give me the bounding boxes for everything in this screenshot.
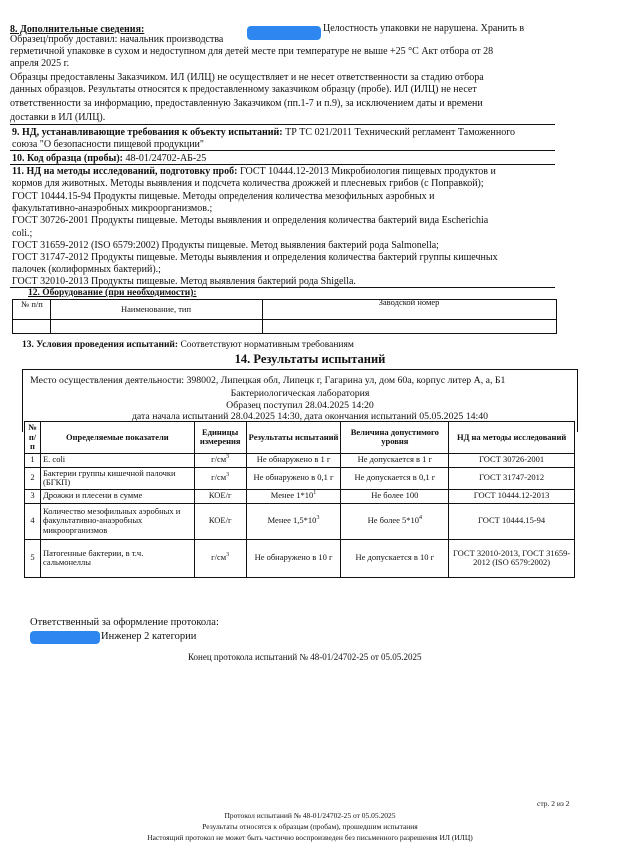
row-indicator: Бактерии группы кишечной палочки (БГКП) [40,467,194,489]
header-indicator: Определяемые показатели [40,422,194,454]
section10-value: 48-01/24702-АБ-25 [125,153,207,164]
results-dates: дата начала испытаний 28.04.2025 14:30, дата окончания испытаний 05.05.2025 14:40 [131,411,489,422]
row-num: 5 [25,539,41,577]
results-header-row [25,422,575,454]
section8-line5: данных образцов. Результаты относятся к предоставленному заказчиком образцу (пробе). ИЛ (ИЛЦ) не несет [10,84,477,95]
section12-label: 12. Оборудование (при необходимости): [28,288,197,298]
header-result: Результаты испытаний [246,422,341,454]
section13 [22,340,354,352]
section11-label: 11. НД на методы исследований, подготовку проб: [12,166,238,177]
results-table [24,421,575,578]
section8-line4: Образцы предоставлены Заказчиком. ИЛ (ИЛЦ) не осуществляет и не несет ответственности за стадию отбора [10,72,484,83]
table-border [556,299,557,333]
table-row [25,467,575,489]
section10 [12,153,206,165]
header-unit: Единицы измерения [194,422,246,454]
table-row [25,539,575,577]
row-level: Не допускается в 10 г [341,539,449,577]
section11-line6: ГОСТ 31659-2012 (ISO 6579:2002) Продукты пищевые. Метод выявления бактерий рода Salmonella; [12,240,439,251]
redacted-name [30,631,100,644]
section11-line7: ГОСТ 31747-2012 Продукты пищевые. Методы выявления и определения количества бактерий группы кишечных [12,252,498,263]
row-nd: ГОСТ 10444.15-94 [449,503,575,539]
row-level: Не допускается в 1 г [341,453,449,467]
results-received: Образец поступил 28.04.2025 14:20 [226,400,374,411]
section9 [12,127,515,139]
row-indicator: Количество мезофильных аэробных и факультативно-анаэробных микроорганизмов [40,503,194,539]
table-row [25,489,575,503]
table-row [25,453,575,467]
section9-label: 9. НД, устанавливающие требования к объекту испытаний: [12,127,283,138]
row-num: 2 [25,467,41,489]
equipment-col-num: № п/п [21,299,43,309]
row-level: Не допускается в 0,1 г [341,467,449,489]
table-row [25,503,575,539]
section11-line9: ГОСТ 32010-2013 Продукты пищевые. Метод выявления бактерий рода Shigella. [12,276,356,287]
section8-line6: ответственности за информацию, предоставленную Заказчиком (пп.1-7 и п.9), за исключением даты и времени [10,98,483,109]
row-result: Не обнаружено в 1 г [246,453,341,467]
header-level: Величина допустимого уровня [341,422,449,454]
table-border [262,299,263,333]
row-result: Не обнаружено в 0,1 г [246,467,341,489]
section11-line5: coli.; [12,228,33,239]
results-lab: Бактериологическая лаборатория [230,388,370,399]
section8-line1a: Образец/пробу доставил: начальник производства [10,34,224,45]
divider [10,164,555,165]
page-number: стр. 2 из 2 [537,799,570,808]
section8-line2: герметичной упаковке в сухом и недоступном для детей месте при температуре не выше +25 °С Акт отбора от 28 [10,46,494,57]
section11-line8: палочек (колиформных бактерий).; [12,264,161,275]
section8-line7: доставки в ИЛ (ИЛЦ). [10,112,106,123]
table-border [12,333,557,334]
section10-label: 10. Код образца (пробы): [12,153,123,164]
results-place: Место осуществления деятельности: 398002, Липецкая обл, Липецк г, Гагарина ул, дом 60а, корпус литер А, а, Б1 [30,375,506,386]
section9-value1: ТР ТС 021/2011 Технический регламент Таможенного [285,127,516,138]
section11-line2: ГОСТ 10444.15-94 Продукты пищевые. Методы определения количества мезофильных аэробных и [12,191,435,202]
footer-line3: Настоящий протокол не может быть частично воспроизведен без письменного разрешения ИЛ (ИЛЦ) [147,833,473,842]
responsible-position: Инженер 2 категории [101,631,197,642]
section11-line3: факультативно-анаэробных микроорганизмов.; [12,203,213,214]
divider [10,150,555,151]
responsible-label: Ответственный за оформление протокола: [30,617,219,628]
section11-first [12,166,496,178]
row-level: Не более 100 [341,489,449,503]
row-indicator: Патогенные бактерии, в т.ч. сальмонеллы [40,539,194,577]
table-border [12,319,557,320]
row-indicator: Дрожжи и плесени в сумме [40,489,194,503]
row-nd: ГОСТ 31747-2012 [449,467,575,489]
row-nd: ГОСТ 10444.12-2013 [449,489,575,503]
section8-label: 8. Дополнительные сведения: [10,24,145,35]
row-num: 1 [25,453,41,467]
row-unit: КОЕ/г [194,489,246,503]
section11-line4: ГОСТ 30726-2001 Продукты пищевые. Методы выявления и определения количества бактерий вида Escherichia [12,215,489,226]
protocol-end: Конец протокола испытаний № 48-01/24702-25 от 05.05.2025 [188,652,422,662]
header-nd: НД на методы исследований [449,422,575,454]
row-nd: ГОСТ 30726-2001 [449,453,575,467]
row-level: Не более $5*10^4$ [341,503,449,539]
row-result: Менее $1*10^1$ [246,489,341,503]
row-indicator: E. coli [40,453,194,467]
row-unit: $г/см^3$ [194,467,246,489]
section13-value: Соответствуют нормативным требованиям [180,340,354,350]
row-nd: ГОСТ 32010-2013, ГОСТ 31659-2012 (ISO 6579:2002) [449,539,575,577]
row-unit: $г/см^3$ [194,539,246,577]
row-num: 3 [25,489,41,503]
row-unit: КОЕ/г [194,503,246,539]
section13-label: 13. Условия проведения испытаний: [22,340,179,350]
equipment-col-name: Наименование, тип [120,304,192,314]
table-border [12,299,13,333]
section11-line0: ГОСТ 10444.12-2013 Микробиология пищевых продуктов и [239,166,496,177]
row-unit: $г/см^3$ [194,453,246,467]
table-border [50,299,51,333]
results-title: 14. Результаты испытаний [234,352,386,366]
section11-line1: кормов для животных. Методы выявления и подсчета количества дрожжей и плесневых грибов (с Поправкой); [12,178,484,189]
footer-line2: Результаты относятся к образцам (пробам), прошедшим испытания [202,822,418,831]
divider [10,124,555,125]
footer-line1: Протокол испытаний № 48-01/24702-25 от 05.05.2025 [224,811,396,820]
row-result: Менее $1,5*10^3$ [246,503,341,539]
header-num: № п/п [25,422,41,454]
section8-line3: апреля 2025 г. [10,58,70,69]
redacted-name [247,26,321,40]
section9-value2: союза "О безопасности пищевой продукции" [12,139,204,150]
section8-line1b: Целостность упаковки не нарушена. Хранить в [323,23,525,34]
row-result: Не обнаружено в 10 г [246,539,341,577]
row-num: 4 [25,503,41,539]
equipment-col-serial: Заводской номер [378,297,440,307]
